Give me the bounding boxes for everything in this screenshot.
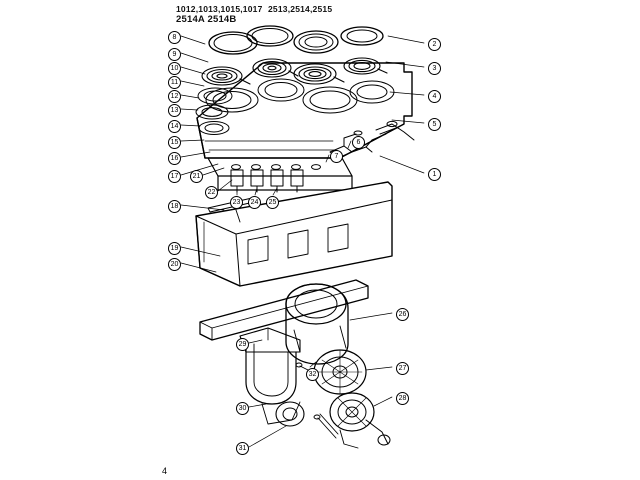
callout-10: 10 (168, 62, 181, 75)
callout-9: 9 (168, 48, 181, 61)
callout-32: 32 (306, 368, 319, 381)
callout-16: 16 (168, 152, 181, 165)
callout-12: 12 (168, 90, 181, 103)
callout-18: 18 (168, 200, 181, 213)
callout-14: 14 (168, 120, 181, 133)
callout-15: 15 (168, 136, 181, 149)
callout-25: 25 (266, 196, 279, 209)
callout-13: 13 (168, 104, 181, 117)
callout-6: 6 (352, 136, 365, 149)
figure-bottom-mark: 4 (162, 466, 168, 476)
cabinet-box (196, 182, 392, 286)
trim-bar (200, 280, 368, 340)
blower-motor (330, 393, 390, 448)
callout-26: 26 (396, 308, 409, 321)
blower-wheel (314, 350, 366, 394)
callout-30: 30 (236, 402, 249, 415)
callout-5: 5 (428, 118, 441, 131)
callout-7: 7 (330, 150, 343, 163)
callout-23: 23 (230, 196, 243, 209)
callout-3: 3 (428, 62, 441, 75)
callout-27: 27 (396, 362, 409, 375)
callout-22: 22 (205, 186, 218, 199)
header-model-list-left-1: 1012,1013,1015,1017 (176, 4, 263, 14)
callout-8: 8 (168, 31, 181, 44)
header-model-list-right-1: 2513,2514,2515 (268, 4, 333, 14)
callout-29: 29 (236, 338, 249, 351)
callout-20: 20 (168, 258, 181, 271)
callout-19: 19 (168, 242, 181, 255)
header-model-list-left-2: 2514A 2514B (176, 14, 237, 25)
trim-rings-upper (209, 26, 383, 54)
callout-31: 31 (236, 442, 249, 455)
callout-1: 1 (428, 168, 441, 181)
callout-24: 24 (248, 196, 261, 209)
callout-21: 21 (190, 170, 203, 183)
callout-28: 28 (396, 392, 409, 405)
callout-4: 4 (428, 90, 441, 103)
cooktop-panel (197, 63, 412, 158)
callout-2: 2 (428, 38, 441, 51)
callout-11: 11 (168, 76, 181, 89)
callout-17: 17 (168, 170, 181, 183)
